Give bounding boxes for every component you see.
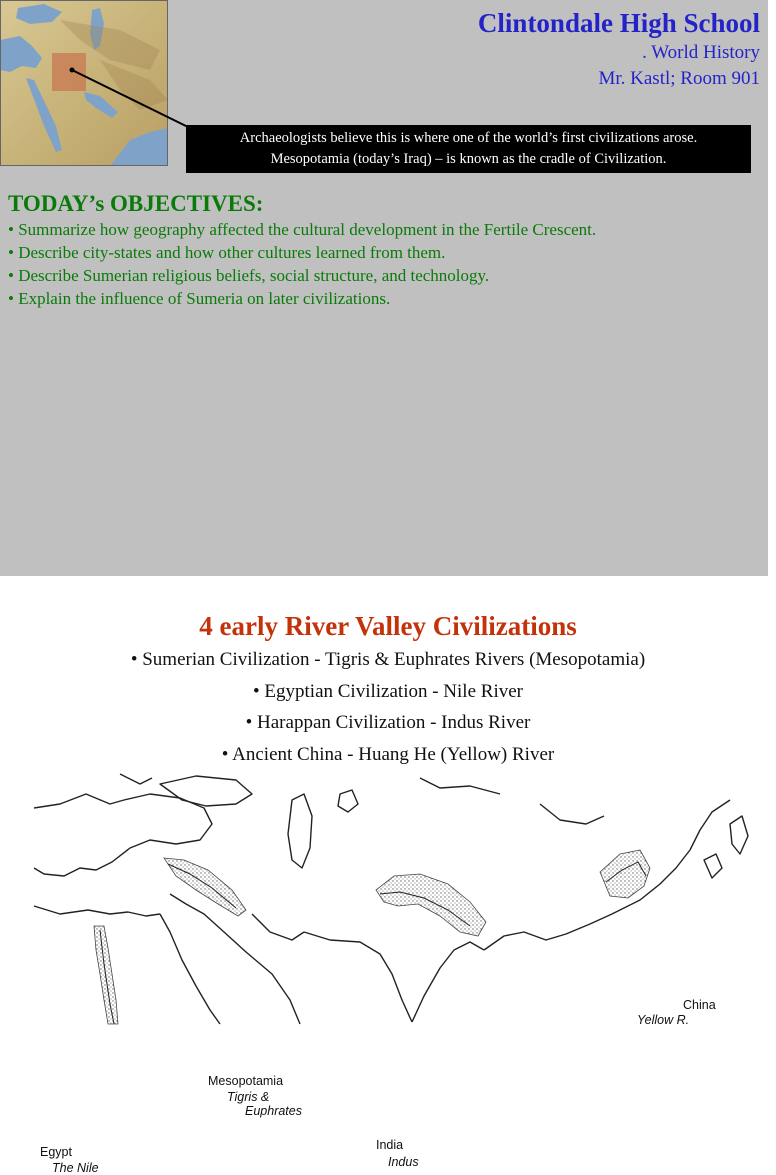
- map-label-nile: The Nile: [52, 1161, 99, 1175]
- objectives-list: [8, 218, 763, 310]
- objective-item: • Explain the influence of Sumeria on later civilizations.: [8, 289, 391, 308]
- map-label-china: China: [683, 998, 716, 1012]
- map-label-indus: Indus: [388, 1155, 419, 1169]
- school-name: Clintondale High School: [477, 8, 760, 38]
- teacher-room: Mr. Kastl; Room 901: [598, 68, 760, 89]
- map-label-egypt: Egypt: [40, 1145, 72, 1159]
- objectives-section: [8, 190, 763, 310]
- civilization-item: • Sumerian Civilization - Tigris & Euphrates Rivers (Mesopotamia): [130, 649, 646, 670]
- map-label-india: India: [376, 1138, 404, 1152]
- course-name: . World History: [642, 42, 760, 63]
- civilizations-list: [0, 644, 776, 770]
- slide-river-valleys: [0, 576, 768, 1175]
- objective-item: • Describe city-states and how other cultures learned from them.: [8, 243, 446, 262]
- civilization-item: • Harappan Civilization - Indus River: [245, 712, 531, 733]
- slide-objectives: [0, 0, 768, 576]
- caption-line-2: Mesopotamia (today’s Iraq) – is known as the cradle of Civilization.: [270, 151, 667, 167]
- map-label-mesopotamia: Mesopotamia: [208, 1074, 284, 1088]
- objective-item: • Describe Sumerian religious beliefs, social structure, and technology.: [8, 266, 490, 285]
- map-caption: [186, 125, 751, 173]
- middle-east-relief-map: [0, 0, 168, 166]
- school-header: [478, 6, 760, 92]
- objective-item: • Summarize how geography affected the cultural development in the Fertile Crescent.: [8, 220, 597, 239]
- map-outline: [0, 764, 768, 1024]
- map-label-yellow-river: Yellow R.: [637, 1013, 690, 1027]
- caption-line-1: Archaeologists believe this is where one of the world’s first civilizations arose.: [239, 130, 698, 146]
- civilization-item: • Ancient China - Huang He (Yellow) River: [221, 743, 555, 765]
- slide-title: 4 early River Valley Civilizations: [199, 611, 577, 641]
- objectives-heading: TODAY’s OBJECTIVES:: [8, 191, 264, 216]
- civilization-item: • Egyptian Civilization - Nile River: [253, 680, 523, 702]
- map-label-tigris: Tigris &: [227, 1090, 270, 1104]
- river-valley-outline-map: [0, 764, 768, 1175]
- map-label-euphrates: Euphrates: [245, 1104, 302, 1118]
